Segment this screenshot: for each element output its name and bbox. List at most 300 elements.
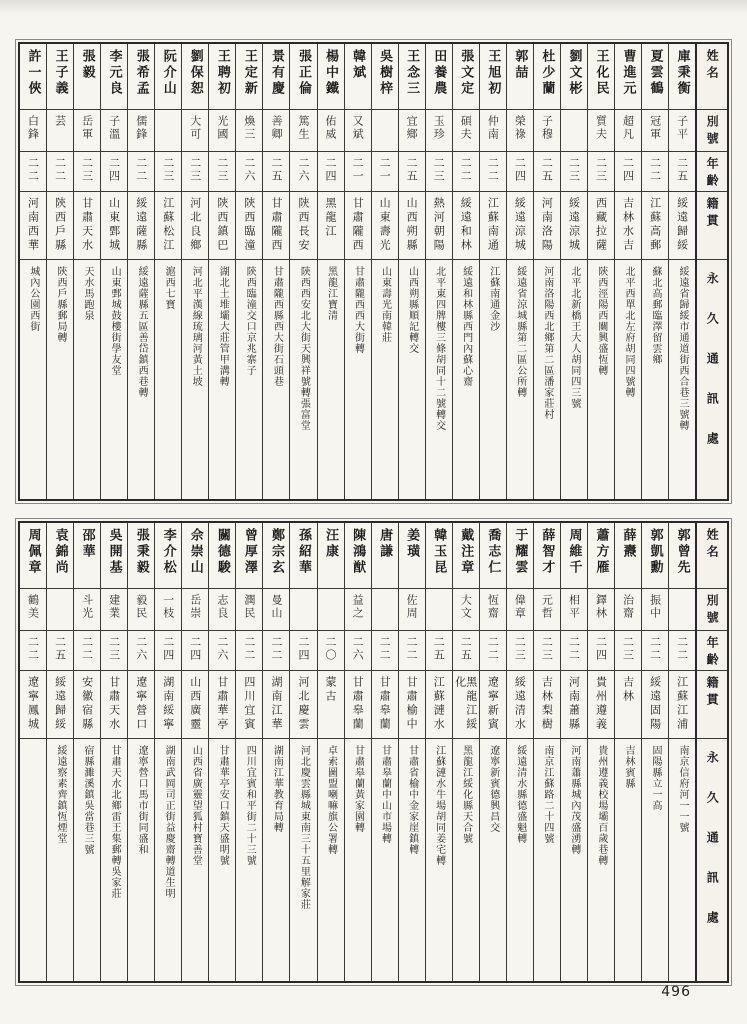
- person-name: [263, 523, 289, 589]
- person-alias: [101, 589, 127, 631]
- person-alias: [588, 110, 614, 152]
- person-native-place-text: 河南洛陽: [540, 197, 554, 253]
- person-address: [345, 739, 371, 981]
- person-age-text: 二四: [324, 157, 338, 183]
- person-name-text: 王旭初: [485, 49, 501, 97]
- person-alias-text: 善卿: [269, 115, 283, 141]
- person-age-text: 二〇: [324, 636, 338, 662]
- header-alias: [697, 110, 727, 152]
- person-alias: [20, 589, 46, 631]
- person-name-text: 郭凱勳: [647, 528, 663, 576]
- person-native-place-text: 江蘇高郵: [648, 197, 662, 253]
- person-native-place-text: 陝西臨潼: [242, 197, 256, 253]
- person-alias: [480, 589, 506, 631]
- person-native-place: [480, 192, 506, 260]
- person-address-text: 遼寧營口馬市街同盛和: [136, 745, 148, 855]
- person-native-place-text: 河北慶雲: [296, 676, 310, 732]
- person-alias: [182, 110, 208, 152]
- person-name: [20, 44, 46, 110]
- person-address: [615, 260, 641, 499]
- person-age: [642, 631, 668, 671]
- person-alias-text: 益之: [351, 594, 365, 620]
- person-name: [507, 44, 533, 110]
- person-name: [290, 44, 316, 110]
- person-address: [236, 260, 262, 499]
- person-age: [345, 631, 371, 671]
- person-age-text: 二二: [26, 157, 40, 183]
- person-name-text: 張毅: [79, 49, 95, 81]
- person-native-place: [345, 671, 371, 739]
- person-address: [507, 739, 533, 981]
- person-address-text: 河南洛陽西北鄉第二區潘家莊村: [541, 266, 553, 420]
- person-alias-text: 佐周: [405, 594, 419, 620]
- person-native-place: [588, 192, 614, 260]
- person-alias-text: 煥三: [242, 115, 256, 141]
- person-native-place: [290, 671, 316, 739]
- person-alias: [534, 110, 560, 152]
- person-age-text: 二四: [513, 157, 527, 183]
- person-native-place: [182, 671, 208, 739]
- person-address-text: 陝西西安北大街天興祥號轉張富堂: [298, 266, 310, 431]
- person-native-place: [615, 192, 641, 260]
- person-address-text: 陝西涇陽西關興盛恆轉: [595, 266, 607, 376]
- person-column: [398, 44, 425, 499]
- person-address-text: 江蘇漣水牛場胡同姜宅轉: [433, 745, 445, 866]
- person-column: [614, 44, 641, 499]
- person-age: [534, 152, 560, 192]
- person-name-text: 景有慶: [268, 49, 284, 97]
- person-name: [426, 523, 452, 589]
- person-address-text: 河北平漢線琉璃河黃土坡: [190, 266, 202, 387]
- person-native-place: [101, 192, 127, 260]
- person-alias: [453, 589, 479, 631]
- person-native-place: [74, 671, 100, 739]
- person-column: [533, 44, 560, 499]
- person-address: [74, 739, 100, 981]
- person-alias-text: 仲南: [486, 115, 500, 141]
- person-address-text: 蘇北高郵臨澤留雲鄉: [650, 266, 661, 365]
- person-column: [154, 44, 181, 499]
- person-alias-text: 白鋒: [26, 115, 40, 141]
- person-age: [561, 631, 587, 671]
- person-address-text: 綏遠和林縣西門內蘇心齋: [460, 266, 472, 387]
- person-name-text: 許一俠: [25, 49, 41, 97]
- person-address: [318, 260, 344, 499]
- header-native-text: 籍貫: [705, 197, 720, 231]
- person-address-text: 南京江蘇路二十四號: [541, 745, 553, 844]
- person-column: [317, 523, 344, 981]
- person-native-place: [101, 671, 127, 739]
- person-column: [587, 523, 614, 981]
- person-alias-text: 佑威: [324, 115, 338, 141]
- person-alias: [155, 589, 181, 631]
- person-age-text: 二五: [432, 636, 446, 662]
- header-age-text: 年齡: [705, 157, 720, 191]
- person-alias-text: 一枝: [161, 594, 175, 620]
- person-alias-text: 冠軍: [648, 115, 662, 141]
- person-alias-text: 斗光: [80, 594, 94, 620]
- person-native-place: [372, 192, 398, 260]
- person-name-text: 王念三: [404, 49, 420, 97]
- person-age: [588, 631, 614, 671]
- person-alias: [507, 110, 533, 152]
- person-column: [560, 44, 587, 499]
- person-alias: [480, 110, 506, 152]
- person-age-text: 二五: [540, 157, 554, 183]
- person-column: [127, 523, 154, 981]
- person-alias: [128, 110, 154, 152]
- person-address: [318, 739, 344, 981]
- person-alias: [534, 589, 560, 631]
- person-alias-text: 子平: [675, 115, 689, 141]
- person-native-place-text: 山東鄄城: [107, 197, 121, 253]
- person-address: [480, 260, 506, 499]
- person-name-text: 曹進元: [620, 49, 636, 97]
- person-alias-text: 光國: [215, 115, 229, 141]
- person-alias-text: 質夫: [594, 115, 608, 141]
- person-address: [47, 260, 73, 499]
- person-native-place-text: 安徽宿縣: [80, 676, 94, 732]
- person-address: [534, 260, 560, 499]
- person-column: [73, 44, 100, 499]
- person-name: [588, 44, 614, 110]
- person-alias-text: 宜鄉: [405, 115, 419, 141]
- person-name-text: 袁錦尚: [52, 528, 68, 576]
- person-address: [20, 739, 46, 981]
- person-column: [289, 523, 316, 981]
- person-native-place: [128, 192, 154, 260]
- person-address-text: 城內公園西街: [27, 266, 39, 332]
- person-name: [345, 44, 371, 110]
- person-native-place-text: 綏遠薩縣: [134, 197, 148, 253]
- person-name: [128, 44, 154, 110]
- person-name-text: 張正倫: [295, 49, 311, 97]
- person-address-text: 甘肅省榆中金家崖鎮轉: [406, 745, 418, 855]
- person-native-place-text: 綏遠涼城: [567, 197, 581, 253]
- person-age-text: 二三: [540, 636, 554, 662]
- person-alias-text: 岳軍: [80, 115, 94, 141]
- person-name: [209, 44, 235, 110]
- person-age-text: 二二: [53, 157, 67, 183]
- person-native-place: [345, 192, 371, 260]
- person-column: [452, 523, 479, 981]
- person-age-text: 二五: [675, 157, 689, 183]
- person-name-text: 韓玉昆: [431, 528, 447, 576]
- person-alias: [290, 110, 316, 152]
- person-name: [507, 523, 533, 589]
- person-name: [588, 523, 614, 589]
- person-alias: [615, 110, 641, 152]
- person-column: [425, 523, 452, 981]
- person-native-place: [318, 671, 344, 739]
- person-name-text: 阮介山: [160, 49, 176, 97]
- table-header-column: [695, 44, 727, 499]
- person-alias-text: 曼山: [269, 594, 283, 620]
- person-address-text: 北平北新橋王大人胡同四三號: [568, 266, 580, 409]
- person-name: [236, 523, 262, 589]
- person-address-text: 湖南江華教育局轉: [271, 745, 283, 833]
- person-age: [74, 631, 100, 671]
- person-alias-text: 相平: [567, 594, 581, 620]
- person-native-place-text: 山東壽光: [378, 197, 392, 253]
- person-age-text: 二二: [675, 636, 689, 662]
- person-age: [642, 152, 668, 192]
- person-native-place: [426, 671, 452, 739]
- person-name-text: 關德駿: [214, 528, 230, 576]
- person-native-place-text: 河南西華: [26, 197, 40, 253]
- person-alias: [372, 589, 398, 631]
- person-column: [154, 523, 181, 981]
- person-column: [73, 523, 100, 981]
- person-age-text: 二三: [188, 157, 202, 183]
- person-age: [480, 152, 506, 192]
- person-name: [128, 523, 154, 589]
- person-address: [345, 260, 371, 499]
- person-age-text: 二六: [351, 636, 365, 662]
- person-native-place-text: 甘肅皋蘭: [378, 676, 392, 732]
- person-address-text: 遼寧新賓德興昌交: [487, 745, 499, 833]
- person-age-text: 二二: [405, 636, 419, 662]
- person-name-text: 薛燾: [620, 528, 636, 560]
- person-age-text: 二三: [107, 636, 121, 662]
- person-name-text: 于耀雲: [512, 528, 528, 576]
- person-native-place-text: 山西朔縣: [405, 197, 419, 253]
- person-native-place-text: 遼寧鳳城: [26, 676, 40, 732]
- person-age-text: 二二: [242, 636, 256, 662]
- person-name-text: 鄭宗玄: [268, 528, 284, 576]
- person-alias: [426, 110, 452, 152]
- person-age-text: 二二: [269, 636, 283, 662]
- person-alias: [182, 589, 208, 631]
- person-alias: [74, 589, 100, 631]
- person-native-place-text: 綏遠和林: [459, 197, 473, 253]
- person-age: [318, 631, 344, 671]
- person-native-place: [155, 671, 181, 739]
- person-alias-text: 毅民: [134, 594, 148, 620]
- person-alias: [345, 110, 371, 152]
- person-age: [209, 631, 235, 671]
- person-age: [290, 631, 316, 671]
- person-column: [181, 44, 208, 499]
- person-native-place-text: 甘肅隴西: [351, 197, 365, 253]
- person-name: [263, 44, 289, 110]
- person-native-place: [588, 671, 614, 739]
- person-native-place: [453, 671, 479, 739]
- person-address: [263, 260, 289, 499]
- person-age-text: 二三: [432, 157, 446, 183]
- person-alias: [209, 589, 235, 631]
- person-native-place: [534, 671, 560, 739]
- person-age: [74, 152, 100, 192]
- person-age: [47, 152, 73, 192]
- person-name: [236, 44, 262, 110]
- person-address: [209, 739, 235, 981]
- person-address: [290, 739, 316, 981]
- person-age: [669, 152, 695, 192]
- person-age-text: 二四: [594, 636, 608, 662]
- person-address: [561, 739, 587, 981]
- person-native-place-text: 甘肅皋蘭: [351, 676, 365, 732]
- person-native-place-text: 吉林水吉: [621, 197, 635, 253]
- person-age: [20, 152, 46, 192]
- person-native-place-text: 綏遠歸綏: [53, 676, 67, 732]
- header-address-text: 永久通訊處: [705, 751, 720, 951]
- person-address-text: 甘肅華亭安口鎮天盛明號: [217, 745, 229, 866]
- person-column: [20, 523, 46, 981]
- header-name: [697, 523, 727, 589]
- person-address-text: 北平西單北左府胡同四號轉: [622, 266, 634, 398]
- person-address: [372, 739, 398, 981]
- person-address: [236, 739, 262, 981]
- person-alias: [453, 110, 479, 152]
- person-alias-text: 鶴美: [26, 594, 40, 620]
- person-native-place-text: 四川宜賓: [242, 676, 256, 732]
- person-address: [399, 260, 425, 499]
- person-alias: [642, 589, 668, 631]
- person-native-place: [20, 192, 46, 260]
- person-address-text: 甘肅皋蘭黃家園轉: [352, 745, 364, 833]
- person-native-place: [426, 192, 452, 260]
- person-name-text: 郭曾先: [674, 528, 690, 576]
- person-native-place-text: 陝西戶縣: [53, 197, 67, 253]
- person-address: [480, 739, 506, 981]
- person-alias: [318, 110, 344, 152]
- person-column: [289, 44, 316, 499]
- person-native-place: [47, 192, 73, 260]
- person-alias: [74, 110, 100, 152]
- header-address: [697, 260, 727, 499]
- header-age: [697, 152, 727, 192]
- person-native-place-text: 遼寧營口: [134, 676, 148, 732]
- person-age: [399, 631, 425, 671]
- person-alias-text: 碩夫: [459, 115, 473, 141]
- person-name-text: 李介松: [160, 528, 176, 576]
- person-name-text: 郭喆: [512, 49, 528, 81]
- person-name: [561, 523, 587, 589]
- person-age-text: 二二: [648, 636, 662, 662]
- person-address: [372, 260, 398, 499]
- person-column: [235, 523, 262, 981]
- person-name-text: 邵華: [79, 528, 95, 560]
- person-address: [669, 739, 695, 981]
- person-native-place-text: 西藏拉薩: [594, 197, 608, 253]
- person-column: [127, 44, 154, 499]
- person-alias-text: 鐸林: [594, 594, 608, 620]
- person-name-text: 周維千: [566, 528, 582, 576]
- person-age-text: 二一: [378, 157, 392, 183]
- person-column: [560, 523, 587, 981]
- person-native-place-text: 江蘇松江: [161, 197, 175, 253]
- person-age-text: 二五: [269, 157, 283, 183]
- person-native-place: [263, 192, 289, 260]
- person-address: [642, 260, 668, 499]
- person-column: [533, 523, 560, 981]
- person-name: [399, 44, 425, 110]
- person-native-place-text: 甘肅天水: [107, 676, 121, 732]
- person-age: [20, 631, 46, 671]
- person-address: [588, 260, 614, 499]
- person-name: [480, 44, 506, 110]
- person-alias-text: 篤生: [296, 115, 310, 141]
- person-column: [20, 44, 46, 499]
- person-name: [615, 523, 641, 589]
- person-address-text: 湖南武岡司正街益慶齋轉道生明: [163, 745, 175, 899]
- person-column: [506, 44, 533, 499]
- person-address-text: 甘肅隴西西大街轉: [352, 266, 364, 354]
- person-address: [642, 739, 668, 981]
- person-alias: [318, 589, 344, 631]
- person-native-place: [372, 671, 398, 739]
- person-column: [46, 523, 73, 981]
- person-age-text: 二三: [215, 157, 229, 183]
- person-native-place-text: 黑龍江: [324, 197, 338, 239]
- person-age: [318, 152, 344, 192]
- person-age: [128, 152, 154, 192]
- person-age-text: 二二: [134, 157, 148, 183]
- person-native-place: [74, 192, 100, 260]
- person-name: [101, 44, 127, 110]
- person-age-text: 二三: [621, 636, 635, 662]
- person-name: [74, 523, 100, 589]
- person-native-place: [669, 192, 695, 260]
- header-native: [697, 192, 727, 260]
- person-column: [668, 44, 695, 499]
- person-native-place-text: 黑龍江綏化: [453, 676, 478, 732]
- person-age: [399, 152, 425, 192]
- person-native-place-text: 甘肅華亭: [215, 676, 229, 732]
- person-native-place: [290, 192, 316, 260]
- person-name-text: 劉文彬: [566, 49, 582, 97]
- person-address: [290, 260, 316, 499]
- person-native-place-text: 河南蕭縣: [567, 676, 581, 732]
- person-native-place-text: 綏遠清水: [513, 676, 527, 732]
- person-name-text: 張希孟: [133, 49, 149, 97]
- person-name-text: 佘崇山: [187, 528, 203, 576]
- person-age: [155, 152, 181, 192]
- person-alias: [47, 110, 73, 152]
- person-column: [479, 523, 506, 981]
- person-alias: [47, 589, 73, 631]
- person-alias: [101, 110, 127, 152]
- person-name: [155, 44, 181, 110]
- person-column: [641, 44, 668, 499]
- person-native-place: [318, 192, 344, 260]
- person-name: [47, 523, 73, 589]
- person-age-text: 二二: [486, 636, 500, 662]
- person-age-text: 二六: [215, 636, 229, 662]
- person-alias-text: 治齋: [621, 594, 635, 620]
- person-age-text: 二二: [26, 636, 40, 662]
- person-column: [668, 523, 695, 981]
- person-name: [534, 523, 560, 589]
- person-address-text: 綏遠省涼城縣第二區公所轉: [514, 266, 526, 398]
- person-native-place: [642, 192, 668, 260]
- person-alias: [426, 589, 452, 631]
- person-name-text: 田養農: [431, 49, 447, 97]
- person-name: [615, 44, 641, 110]
- person-alias: [209, 110, 235, 152]
- person-native-place: [155, 192, 181, 260]
- person-alias-text: 建業: [107, 594, 121, 620]
- person-column: [371, 44, 398, 499]
- person-column: [208, 44, 235, 499]
- person-native-place-text: 吉林: [621, 676, 635, 704]
- person-age: [372, 152, 398, 192]
- person-name: [155, 523, 181, 589]
- person-age: [534, 631, 560, 671]
- person-name-text: 楊中鐵: [323, 49, 339, 97]
- person-native-place-text: 山西廣靈: [188, 676, 202, 732]
